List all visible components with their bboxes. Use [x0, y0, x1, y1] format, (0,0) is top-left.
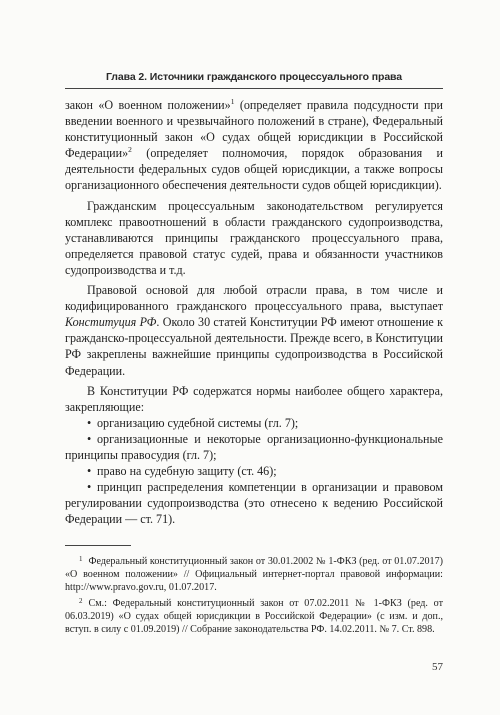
list-item-text: организацию судебной системы (гл. 7); — [97, 415, 299, 430]
paragraph-4: В Конституции РФ содержатся нормы наиболее общего характера, закрепляющие: — [65, 383, 443, 414]
paragraph-1-text-b: (определяет правила подсудности при введении военного и чрезвычайного положений в стране), Федеральный конституционный закон «О судах общей юрисдикции в Российской Федерации» — [65, 98, 443, 161]
bullet-icon: • — [87, 480, 92, 495]
footnotes — [65, 553, 443, 636]
paragraph-2: Гражданским процессуальным законодательством регулируется комплекс правоотношений в области гражданского судопроизводства, устанавливаются принципы гражданского процессуального права, определяется правовой статус судей, права и обязанности участников судопроизводства и т.д. — [65, 198, 443, 277]
footnote-ref-2: 2 — [128, 145, 132, 155]
footnote-text: См.: Федеральный конституционный закон от 07.02.2011 № 1-ФКЗ (ред. от 06.03.2019) «О судах общей юрисдикции в Российской Федерации» (с изм. и доп., вступ. в силу с 01.09.2019) // Собрание законодательства РФ. 14.02.2011. № 7. Ст. 898. — [65, 597, 443, 636]
page-body — [65, 97, 443, 527]
paragraph-1-text-a: закон «О военном положении» — [65, 98, 231, 112]
footnote-number: 2 — [79, 596, 83, 605]
paragraph-1-text-c: (определяет полномочия, порядок образования и деятельности федеральных судов общей юрисдикции, а также вопросы организационного обеспечения деятельности судов общей юрисдикции). — [65, 146, 443, 193]
footnote-separator — [65, 545, 131, 546]
list-item — [65, 463, 443, 479]
list-item — [65, 479, 443, 527]
footnote-number: 1 — [79, 555, 83, 563]
list-item-text: право на судебную защиту (ст. 46); — [97, 464, 277, 479]
list-item — [65, 431, 443, 463]
bullet-icon: • — [87, 431, 92, 446]
bullet-icon: • — [87, 415, 92, 430]
paragraph-3-text-a: Правовой основой для любой отрасли права, в том числе и кодифицированного гражданского процессуального права, выступает — [65, 283, 443, 314]
list-item-text: организационные и некоторые организационно-функциональные принципы правосудия (гл. 7); — [65, 431, 443, 462]
list-item — [65, 415, 443, 431]
footnote-ref-1: 1 — [230, 97, 235, 106]
paragraph-1 — [65, 97, 443, 194]
paragraph-3-text-b: . Около 30 статей Конституции РФ имеют отношение к гражданско-процессуальной деятельности. Прежде всего, в Конституции РФ закреплены важнейшие принципы судопроизводства в Российской Федерации. — [65, 315, 443, 378]
bullet-icon: • — [87, 464, 92, 479]
paragraph-3 — [65, 282, 443, 379]
bullet-list — [65, 415, 443, 528]
footnote-1 — [65, 553, 443, 595]
header-rule — [65, 88, 443, 89]
footnote-text: Федеральный конституционный закон от 30.01.2002 № 1-ФКЗ (ред. от 01.07.2017) «О военном положении» // Официальный интернет-портал правовой информации: http://www.pravo.gov.ru, 01.07.2017. — [65, 556, 443, 594]
list-item-text: принцип распределения компетенции в организации и правовом регулировании судопроизводства (это отнесено к ведению Российской Федерации — ст. 71). — [65, 480, 443, 527]
footnote-2 — [65, 595, 443, 637]
constitution-emphasis: Конституция РФ — [65, 315, 157, 330]
page-number: 57 — [432, 661, 443, 673]
running-header: Глава 2. Источники гражданского процессуального права — [105, 71, 403, 83]
